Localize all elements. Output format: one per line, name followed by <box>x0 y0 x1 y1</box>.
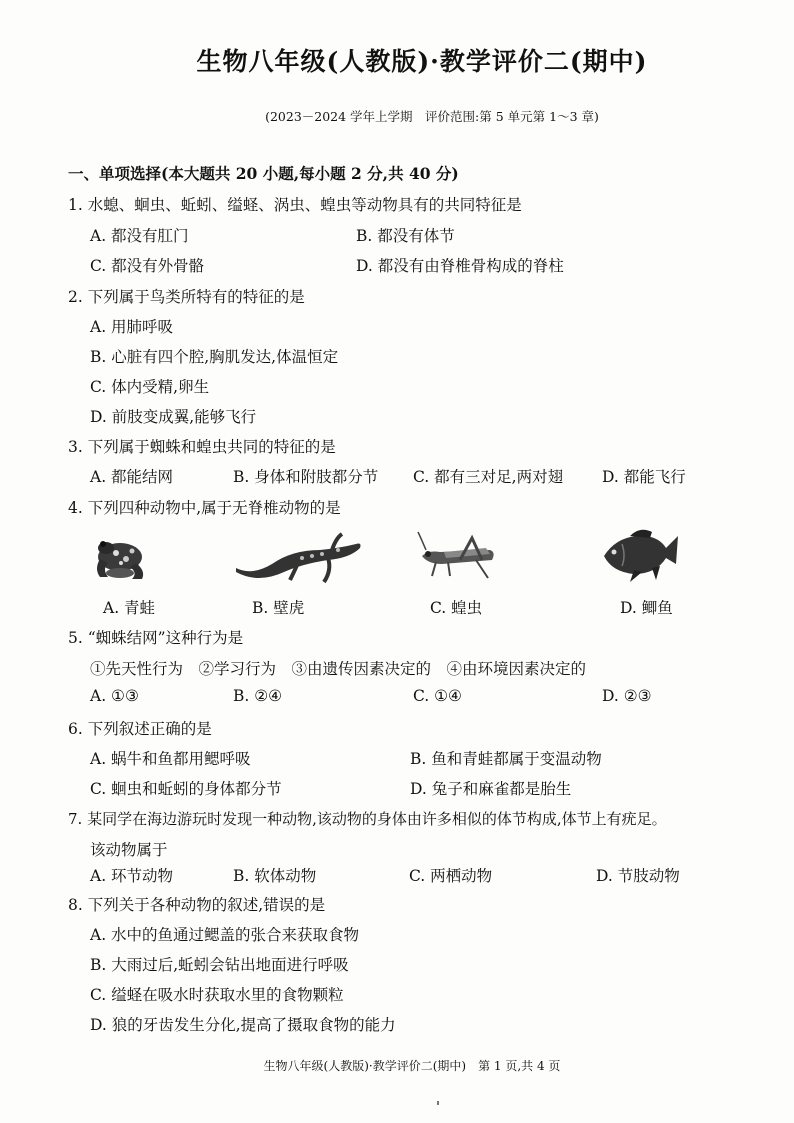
question-6-stem: 6. 下列叙述正确的是 <box>68 720 212 738</box>
question-4-option-d: D. 鲫鱼 <box>620 599 673 617</box>
question-8-stem: 8. 下列关于各种动物的叙述,错误的是 <box>68 896 326 914</box>
question-4-option-c: C. 蝗虫 <box>430 599 483 617</box>
question-6-option-c: C. 蛔虫和蚯蚓的身体都分节 <box>90 780 282 798</box>
question-2-option-a: A. 用肺呼吸 <box>90 318 174 336</box>
question-8-option-b: B. 大雨过后,蚯蚓会钻出地面进行呼吸 <box>90 956 349 974</box>
question-4-stem: 4. 下列四种动物中,属于无脊椎动物的是 <box>68 499 341 517</box>
question-6-option-d: D. 兔子和麻雀都是胎生 <box>410 780 572 798</box>
question-3-stem: 3. 下列属于蜘蛛和蝗虫共同的特征的是 <box>68 438 336 456</box>
question-5-stem: 5. “蜘蛛结网”这种行为是 <box>68 629 244 647</box>
question-1-option-a: A. 都没有肛门 <box>90 227 189 245</box>
question-5-option-d: D. ②③ <box>602 687 652 705</box>
question-7-option-c: C. 两栖动物 <box>409 867 493 885</box>
question-7-stem: 7. 某同学在海边游玩时发现一种动物,该动物的身体由许多相似的体节构成,体节上有疣足。 <box>68 810 667 828</box>
question-3-option-a: A. 都能结网 <box>90 468 174 486</box>
print-mark <box>437 1101 439 1105</box>
question-2-option-b: B. 心脏有四个腔,胸肌发达,体温恒定 <box>90 348 339 366</box>
question-2-stem: 2. 下列属于鸟类所特有的特征的是 <box>68 288 305 306</box>
question-2-option-d: D. 前肢变成翼,能够飞行 <box>90 408 257 426</box>
question-7-option-b: B. 软体动物 <box>233 867 317 885</box>
question-7-option-a: A. 环节动物 <box>90 867 174 885</box>
question-5-option-b: B. ②④ <box>233 687 283 705</box>
question-1-stem: 1. 水螅、蛔虫、蚯蚓、缢蛏、涡虫、蝗虫等动物具有的共同特征是 <box>68 196 522 214</box>
question-6-option-b: B. 鱼和青蛙都属于变温动物 <box>410 750 602 768</box>
page-footer: 生物八年级(人教版)·教学评价二(期中) 第 1 页,共 4 页 <box>263 1059 561 1073</box>
question-5-option-a: A. ①③ <box>90 687 139 705</box>
question-7-option-d: D. 节肢动物 <box>596 867 680 885</box>
question-3-option-c: C. 都有三对足,两对翅 <box>413 468 564 486</box>
question-3-option-b: B. 身体和附肢都分节 <box>233 468 379 486</box>
question-4-option-a: A. 青蛙 <box>103 599 156 617</box>
question-8-option-d: D. 狼的牙齿发生分化,提高了摄取食物的能力 <box>90 1016 396 1034</box>
page-title: 生物八年级(人教版)·教学评价二(期中) <box>196 47 648 76</box>
question-7-stem-continued: 该动物属于 <box>90 841 168 859</box>
fish-icon <box>600 524 680 588</box>
question-5-option-c: C. ①④ <box>413 687 462 705</box>
question-3-option-d: D. 都能飞行 <box>602 468 686 486</box>
question-2-option-c: C. 体内受精,卵生 <box>90 378 210 396</box>
question-8-option-c: C. 缢蛏在吸水时获取水里的食物颗粒 <box>90 986 344 1004</box>
question-8-option-a: A. 水中的鱼通过鳃盖的张合来获取食物 <box>90 926 360 944</box>
question-1-option-c: C. 都没有外骨骼 <box>90 257 205 275</box>
gecko-icon <box>232 528 366 590</box>
question-5-items: ①先天性行为 ②学习行为 ③由遗传因素决定的 ④由环境因素决定的 <box>90 660 587 678</box>
question-6-option-a: A. 蜗牛和鱼都用鳃呼吸 <box>90 750 251 768</box>
question-1-option-d: D. 都没有由脊椎骨构成的脊柱 <box>356 257 564 275</box>
question-1-option-b: B. 都没有体节 <box>356 227 455 245</box>
question-4-option-b: B. 壁虎 <box>252 599 305 617</box>
grasshopper-icon <box>416 530 500 582</box>
section-heading: 一、单项选择(本大题共 20 小题,每小题 2 分,共 40 分) <box>68 164 459 183</box>
page-subtitle: (2023－2024 学年上学期 评价范围:第 5 单元第 1～3 章) <box>265 109 599 124</box>
frog-icon <box>86 533 150 583</box>
